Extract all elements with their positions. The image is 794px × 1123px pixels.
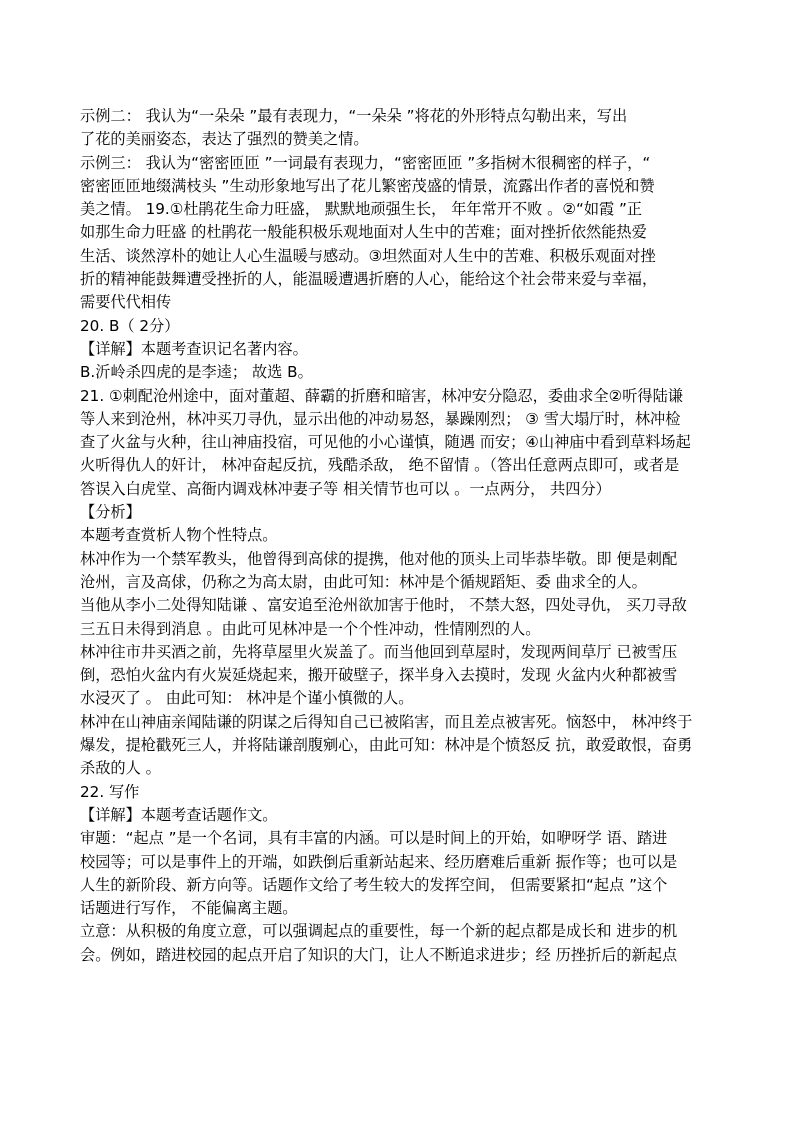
- text-line: 当他从李小二处得知陆谦 、富安追至沧州欲加害于他时， 不禁大怒，四处寻仇， 买刀寻敌: [80, 596, 687, 615]
- text-line: 三五日未得到消息 。由此可见林冲是一个个性冲动，性情刚烈的人。: [80, 619, 541, 638]
- text-line: 查了火盆与火种，往山神庙投宿，可见他的小心谨慎，随遇 而安；④山神庙中看到草料场起: [80, 433, 691, 452]
- text-line: 密密匝匝地缀满枝头 ”生动形象地写出了花儿繁密茂盛的情景，流露出作者的喜悦和赞: [80, 176, 655, 195]
- text-line: 爆发，提枪戳死三人，并将陆谦剖腹剜心，由此可知：林冲是个愤怒反 抗，敢爱敢恨，奋勇: [80, 736, 693, 755]
- text-line: 林冲作为一个禁军教头，他曾得到高俅的提携，他对他的顶头上司毕恭毕敬。即 便是刺配: [80, 549, 678, 568]
- text-line: 了花的美丽姿态，表达了强烈的赞美之情。: [80, 130, 369, 149]
- text-line: B.沂岭杀四虎的是李逵； 故选 B。: [80, 363, 313, 382]
- text-line: 生活、谈然淳朴的她让人心生温暖与感动。③坦然面对人生中的苦难、积极乐观面对挫: [80, 246, 656, 265]
- text-line: 杀敌的人 。: [80, 759, 161, 778]
- text-line: 火听得仇人的奸计， 林冲奋起反抗，残酷杀敌， 绝不留情 。（答出任意两点即可，或者是: [80, 456, 680, 475]
- text-line: 示例二： 我认为“一朵朵 ”最有表现力，“一朵朵 ”将花的外形特点勾勒出来，写出: [80, 107, 628, 125]
- text-line: 立意：从积极的角度立意，可以强调起点的重要性，每一个新的起点都是成长和 进步的机: [80, 922, 678, 941]
- question-number-line: 20. B（ 2分）: [80, 316, 180, 335]
- text-line: 校园等；可以是事件上的开端，如跌倒后重新站起来、经历磨难后重新 振作等；也可以是: [80, 852, 678, 871]
- text-line: 会。例如，踏进校园的起点开启了知识的大门，让人不断追求进步；经 历挫折后的新起点: [80, 945, 678, 964]
- text-line: 需要代代相传: [80, 293, 172, 312]
- detail-heading-line: 【详解】本题考查话题作文。: [80, 805, 278, 824]
- text-line: 本题考查赏析人物个性特点。: [80, 526, 278, 545]
- text-line: 示例三： 我认为“密密匝匝 ”一词最有表现力，“密密匝匝 ”多指树木很稠密的样子，“: [80, 153, 651, 172]
- text-line: 如那生命力旺盛 的杜鹃花一般能积极乐观地面对人生中的苦难；面对挫折依然能热爱: [80, 223, 647, 242]
- text-line: 等人来到沧州，林冲买刀寻仇，显示出他的冲动易怒，暴躁刚烈； ③ 雪大塌厅时，林冲检: [80, 409, 681, 428]
- text-line: 美之情。 19.①杜鹃花生命力旺盛， 默默地顽强生长， 年年常开不败 。②“如霞 ”正: [80, 200, 643, 219]
- text-line: 倒，恐怕火盆内有火炭延烧起来，搬开破壁子，探半身入去摸时，发现 火盆内火种都被雪: [80, 666, 678, 685]
- question-number-line: 22. 写作: [80, 782, 140, 801]
- text-line: 林冲往市井买酒之前，先将草屋里火炭盖了。而当他回到草屋时，发现两间草厅 已被雪压: [80, 642, 678, 661]
- question-number-line: 21. ①刺配沧州途中，面对董超、薛霸的折磨和暗害，林冲安分隐忍，委曲求全②听得陆谦: [80, 386, 683, 405]
- detail-heading-line: 【详解】本题考查识记名著内容。: [80, 339, 308, 358]
- text-line: 人生的新阶段、新方向等。话题作文给了考生较大的发挥空间， 但需要紧扣“起点 ”这个: [80, 875, 668, 894]
- text-line: 沧州，言及高俅，仍称之为高太尉，由此可知：林冲是个循规蹈矩、委 曲求全的人。: [80, 572, 647, 591]
- document-body: [80, 105, 720, 967]
- analysis-heading-line: 【分析】: [80, 503, 141, 522]
- text-line: 林冲在山神庙亲闻陆谦的阴谋之后得知自己已被陷害，而且差点被害死。恼怒中， 林冲终于: [80, 712, 693, 731]
- text-line: 水浸灭了 。 由此可知： 林冲是个谨小慎微的人。: [80, 689, 414, 708]
- text-line: 话题进行写作， 不能偏离主题。: [80, 899, 298, 918]
- text-line: 审题：“起点 ”是一个名词，具有丰富的内涵。可以是时间上的开始，如咿呀学 语、踏进: [80, 829, 668, 848]
- text-line: 答误入白虎堂、高衙内调戏林冲妻子等 相关情节也可以 。一点两分， 共四分）: [80, 479, 611, 498]
- text-line: 折的精神能鼓舞遭受挫折的人，能温暖遭遇折磨的人心，能给这个社会带来爱与幸福，: [80, 270, 658, 289]
